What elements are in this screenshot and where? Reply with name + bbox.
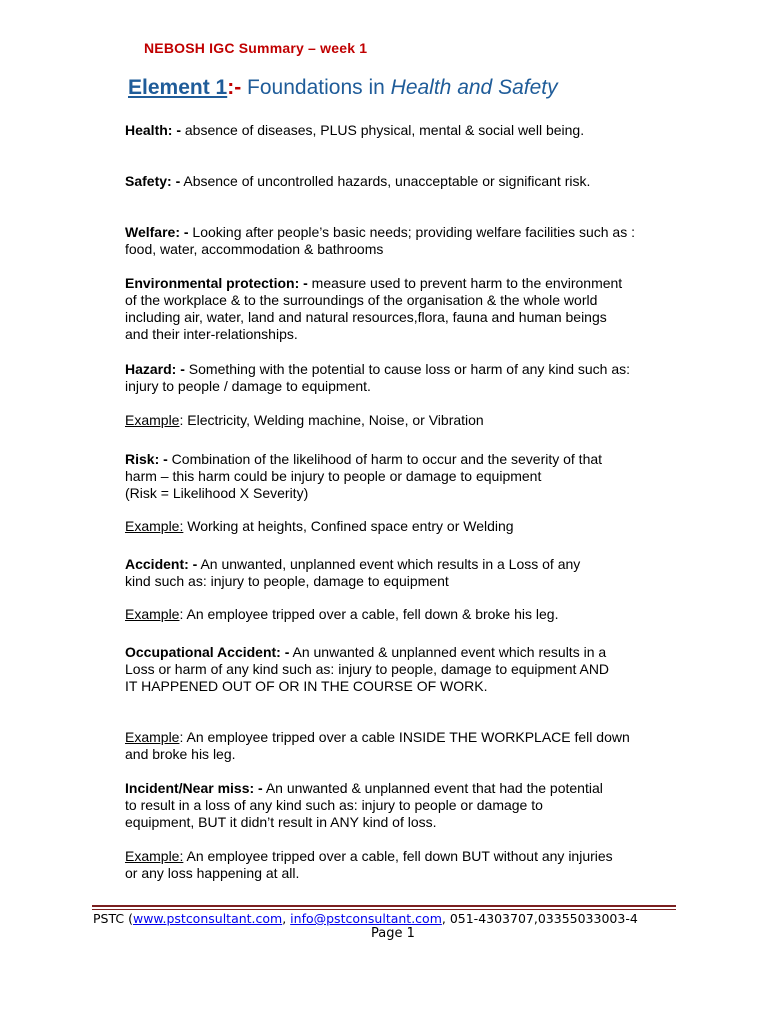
footer-rule-thick xyxy=(92,905,676,907)
example-accident xyxy=(125,606,625,623)
example-label-incident: Example: xyxy=(125,848,184,864)
definition-risk xyxy=(125,451,635,502)
email-link[interactable]: info@pstconsultant.com xyxy=(290,911,442,926)
footer-rule-thin xyxy=(92,909,676,910)
example-text-hazard: : Electricity, Welding machine, Noise, or Vibration xyxy=(179,412,484,428)
footer-prefix: PSTC ( xyxy=(93,911,133,926)
title-element: Element 1 xyxy=(128,76,228,99)
title-separator: :- xyxy=(227,76,242,99)
term-safety: Safety: - xyxy=(125,173,181,189)
term-occupational: Occupational Accident: - xyxy=(125,644,290,660)
example-hazard xyxy=(125,412,625,429)
definition-safety xyxy=(125,173,625,190)
text-accident: An unwanted, unplanned event which results in a Loss of any kind such as: injury to people, damage to equipment xyxy=(125,556,581,589)
definition-hazard xyxy=(125,361,633,395)
risk-formula: (Risk = Likelihood X Severity) xyxy=(125,485,309,501)
example-text-accident: : An employee tripped over a cable, fell down & broke his leg. xyxy=(179,606,559,622)
text-risk: Combination of the likelihood of harm to occur and the severity of that harm – this harm could be injury to people or damage to equipment xyxy=(125,451,603,484)
example-text-occupational: : An employee tripped over a cable INSIDE THE WORKPLACE fell down and broke his leg. xyxy=(125,729,630,762)
page-number: Page 1 xyxy=(371,926,415,941)
term-hazard: Hazard: - xyxy=(125,361,185,377)
term-health: Health: - xyxy=(125,122,181,138)
definition-accident xyxy=(125,556,600,590)
title-italic: Health and Safety xyxy=(390,76,558,99)
example-label-hazard: Example xyxy=(125,412,180,428)
example-text-incident: An employee tripped over a cable, fell down BUT without any injuries or any loss happening at all. xyxy=(125,848,613,881)
definition-environmental xyxy=(125,275,625,343)
website-link[interactable]: www.pstconsultant.com xyxy=(132,911,283,926)
footer-contact xyxy=(93,911,638,926)
text-health: absence of diseases, PLUS physical, mental & social well being. xyxy=(181,122,585,138)
footer-separator: , xyxy=(282,911,291,926)
term-environmental: Environmental protection: - xyxy=(125,275,308,291)
text-incident: An unwanted & unplanned event that had the potential to result in a loss of any kind such as: injury to people or damage to equipment, BUT it didn’t result in ANY kind of loss. xyxy=(125,780,603,830)
definition-health xyxy=(125,122,625,139)
example-occupational-accident xyxy=(125,729,630,763)
page-title xyxy=(128,76,558,100)
title-prefix: Foundations in xyxy=(241,76,391,99)
example-text-risk: Working at heights, Confined space entry or Welding xyxy=(183,518,514,534)
example-label-occupational: Example xyxy=(125,729,180,745)
text-hazard: Something with the potential to cause loss or harm of any kind such as: injury to people / damage to equipment. xyxy=(125,361,631,394)
example-incident xyxy=(125,848,625,882)
definition-occupational-accident xyxy=(125,644,620,695)
example-risk xyxy=(125,518,625,535)
document-header: NEBOSH IGC Summary – week 1 xyxy=(144,40,368,56)
text-environmental: measure used to prevent harm to the environment of the workplace & to the surroundings of the organisation & the whole world including air, water, land and natural resources,flora, fauna and human beings and their inter-relationships. xyxy=(125,275,623,342)
definition-incident-near-miss xyxy=(125,780,605,831)
term-incident: Incident/Near miss: - xyxy=(125,780,263,796)
term-welfare: Welfare: - xyxy=(125,224,189,240)
definition-welfare xyxy=(125,224,635,258)
footer-phones: , 051-4303707,03355033003-4 xyxy=(441,911,638,926)
text-occupational: An unwanted & unplanned event which results in a Loss or harm of any kind such as: injury to people, damage to equipment AND IT HAPPENED OUT OF OR IN THE COURSE OF WORK. xyxy=(125,644,610,694)
example-label-accident: Example xyxy=(125,606,180,622)
text-welfare: Looking after people’s basic needs; providing welfare facilities such as : food, water, accommodation & bathrooms xyxy=(125,224,635,257)
term-risk: Risk: - xyxy=(125,451,168,467)
example-label-risk: Example: xyxy=(125,518,184,534)
text-safety: Absence of uncontrolled hazards, unacceptable or significant risk. xyxy=(180,173,591,189)
term-accident: Accident: - xyxy=(125,556,198,572)
